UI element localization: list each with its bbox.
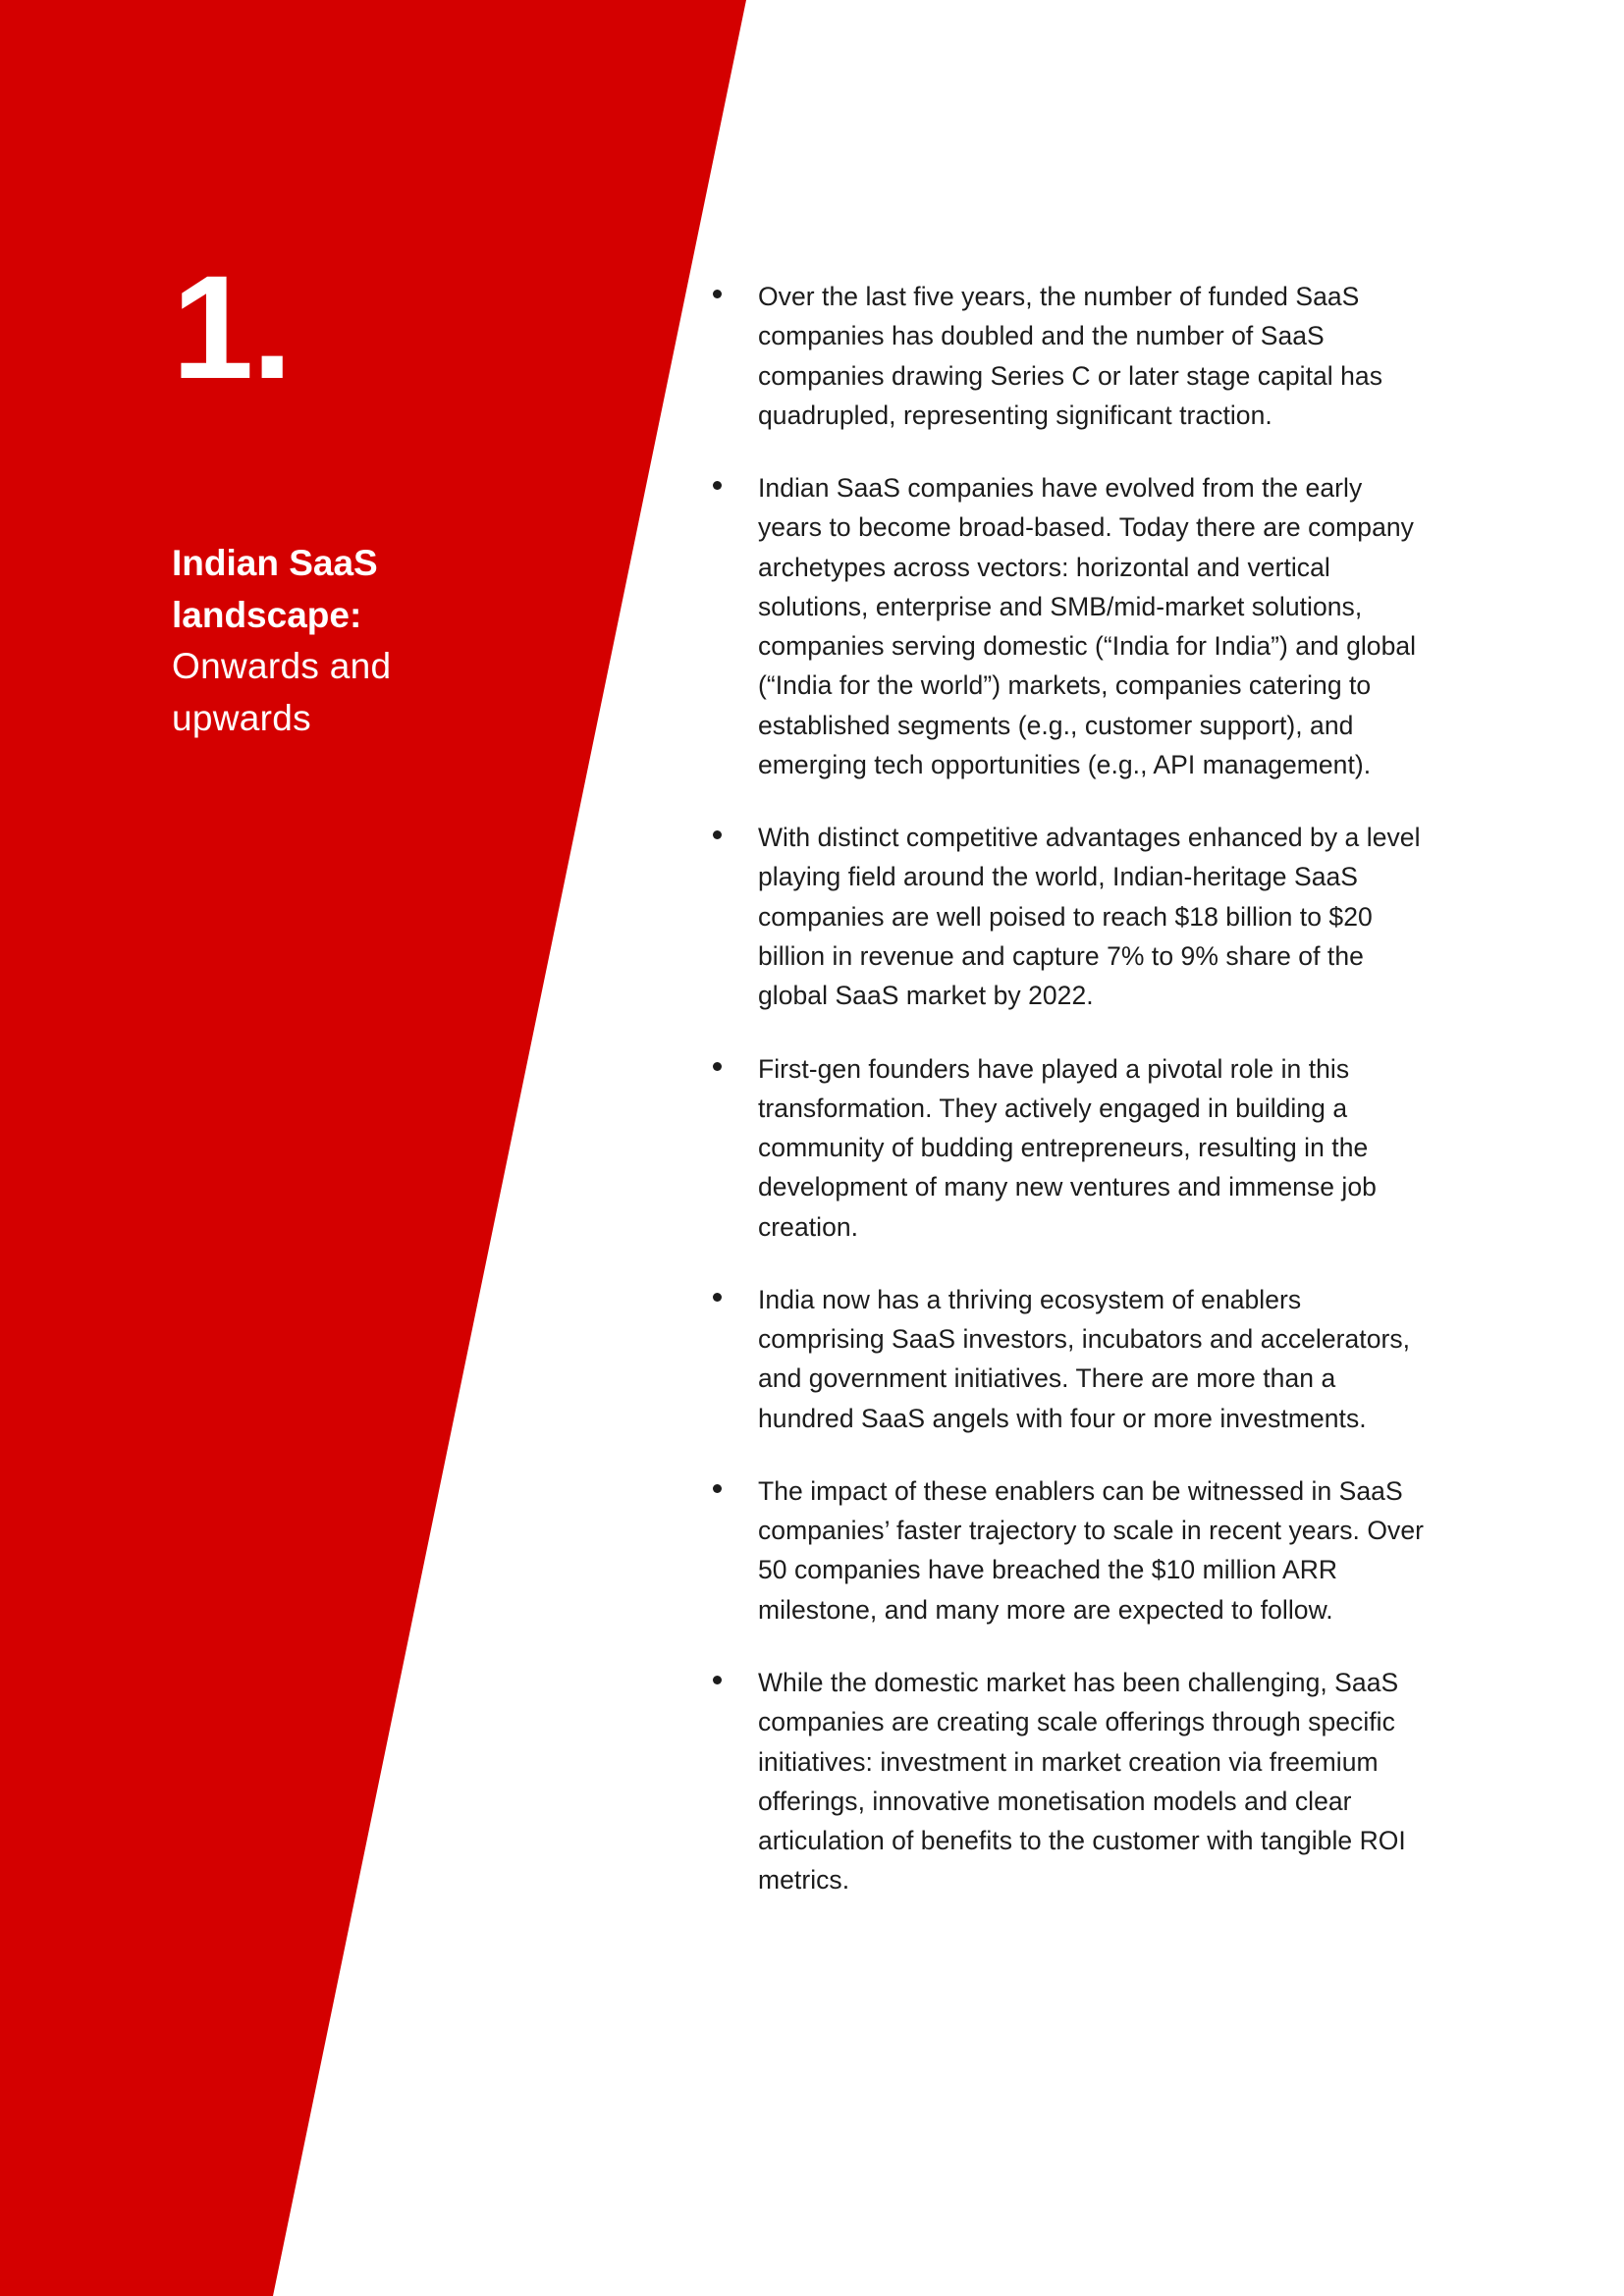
list-item <box>705 818 1432 1015</box>
bullet-dot-icon <box>713 830 722 839</box>
list-item-text: The impact of these enablers can be witnessed in SaaS companies’ faster trajectory to scale in recent years. Over 50 companies have breached the $10 million ARR milestone, and many more are expected to follow. <box>758 1475 1424 1625</box>
list-item-text: While the domestic market has been challenging, SaaS companies are creating scale offerings through specific initiatives: investment in market creation via freemium offerings, innovative monetisation models and clear articulation of benefits to the customer with tangible ROI metrics. <box>758 1667 1406 1896</box>
list-item <box>705 1049 1432 1247</box>
list-item <box>705 1663 1432 1900</box>
list-item <box>705 1280 1432 1438</box>
list-item-text: First-gen founders have played a pivotal role in this transformation. They actively engaged in building a community of budding entrepreneurs, resulting in the development of many new ventures and immense job creation. <box>758 1053 1377 1242</box>
list-item-text: Over the last five years, the number of funded SaaS companies has doubled and the number of SaaS companies drawing Series C or later stage capital has quadrupled, representing significant traction. <box>758 282 1383 430</box>
bullet-dot-icon <box>713 1062 722 1071</box>
red-accent-panel <box>0 0 766 2296</box>
list-item <box>705 1471 1432 1629</box>
section-title-line-2: landscape: <box>172 594 362 635</box>
section-title-line-1: Indian SaaS <box>172 543 378 583</box>
list-item <box>705 277 1432 435</box>
section-subtitle-line-1: Onwards and <box>172 646 392 687</box>
bullet-dot-icon <box>713 1676 722 1684</box>
bullet-dot-icon <box>713 481 722 490</box>
key-takeaways-list <box>705 277 1432 1900</box>
section-subtitle-line-2: upwards <box>172 697 311 738</box>
section-number: 1. <box>172 244 292 409</box>
list-item-text: With distinct competitive advantages enhanced by a level playing field around the world, Indian-heritage SaaS companies are well poised to reach $18 billion to $20 billion in revenue and capture 7% to 9% share of the global SaaS market by 2022. <box>758 823 1421 1011</box>
bullet-dot-icon <box>713 290 722 298</box>
list-item-text: Indian SaaS companies have evolved from the early years to become broad-based. Today there are company archetypes across vectors: horizontal and vertical solutions, enterprise and SMB/mid-market solutions, companies serving domestic (“India for India”) and global (“India for the world”) markets, companies catering to established segments (e.g., customer support), and emerging tech opportunities (e.g., API management). <box>758 473 1417 779</box>
bullet-dot-icon <box>713 1293 722 1302</box>
list-item-text: India now has a thriving ecosystem of enablers comprising SaaS investors, incubators and accelerators, and government initiatives. There are more than a hundred SaaS angels with four or more investments. <box>758 1284 1411 1433</box>
list-item <box>705 468 1432 784</box>
bullet-dot-icon <box>713 1484 722 1493</box>
